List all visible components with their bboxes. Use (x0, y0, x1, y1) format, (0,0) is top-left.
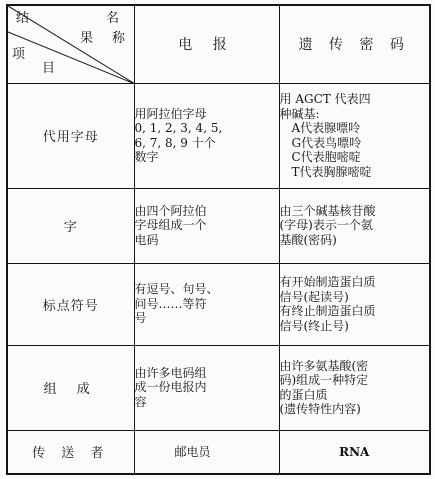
text-line: 成一份电报内 (134, 380, 207, 395)
text-line: 由许多氨基酸(密 (279, 358, 369, 373)
header-result-char-1: 结 (16, 11, 30, 26)
text-line: 电码 (134, 232, 159, 247)
table-header-row (7, 5, 430, 83)
table-row (7, 430, 430, 474)
table-row (7, 345, 430, 430)
diagonal-header-cell (7, 5, 134, 83)
header-name-char-2: 称 (112, 31, 126, 46)
row-label-composition: 组 成 (7, 345, 134, 430)
comparison-table (6, 4, 431, 475)
text-line: C代表胞嘧啶 (291, 150, 361, 164)
row-label-transmitter: 传 送 者 (7, 430, 134, 474)
genetic-code-cell (279, 263, 430, 345)
genetic-code-cell (279, 430, 430, 474)
genetic-code-cell (279, 188, 430, 263)
row-label-substitute-letters: 代用字母 (7, 83, 134, 188)
text-line: G代表鸟嘌呤 (291, 135, 362, 150)
text-line: 由许多电码组 (134, 365, 207, 380)
column-header-telegram: 电 报 (134, 5, 279, 83)
telegram-cell (134, 345, 279, 430)
header-item-char-2: 目 (42, 61, 56, 76)
telegram-cell (134, 188, 279, 263)
text-line: 有终止制造蛋白质 (279, 304, 376, 318)
text-line: 字母组成一个 (134, 218, 207, 233)
text-line: 问号……等符 (134, 296, 207, 311)
telegram-cell (134, 263, 279, 345)
text-line: 0, 1, 2, 3, 4, 5, (134, 121, 223, 135)
text-line: 有逗号、句号、 (134, 282, 219, 297)
text-line: 容 (134, 394, 147, 409)
header-result-char-2: 果 (80, 31, 94, 46)
text-line: 邮电员 (174, 444, 211, 459)
text-line: 用 AGCT 代表四 (279, 92, 371, 106)
text-line: 码)组成一种特定 (279, 373, 369, 387)
telegram-cell (134, 430, 279, 474)
text-line: 种碱基: (279, 106, 320, 121)
header-name-char-1: 名 (106, 11, 120, 26)
text-line: (字母)表示一个氨 (279, 218, 373, 233)
text-line: (遗传特性内容) (279, 402, 361, 416)
text-line: 6, 7, 8, 9 十个 (134, 135, 216, 150)
text-line: 由三个碱基核苷酸 (279, 203, 376, 218)
text-line: 号 (134, 311, 147, 326)
text-line: RNA (339, 444, 370, 459)
column-header-genetic-code: 遗 传 密 码 (279, 5, 430, 83)
table-row (7, 188, 430, 263)
table-row (7, 263, 430, 345)
telegram-cell (134, 83, 279, 188)
text-line: 的蛋白质 (279, 387, 328, 402)
text-line: T代表胸腺嘧啶 (291, 164, 372, 179)
row-label-word: 字 (7, 188, 134, 263)
text-line: 数字 (134, 150, 159, 164)
genetic-code-cell (279, 345, 430, 430)
text-line: A代表腺嘌呤 (291, 121, 361, 135)
text-line: 信号(终止号) (279, 318, 349, 333)
row-label-punctuation: 标点符号 (7, 263, 134, 345)
table-row (7, 83, 430, 188)
text-line: 有开始制造蛋白质 (279, 275, 376, 289)
text-line: 用阿拉伯字母 (134, 106, 207, 121)
header-item-char-1: 项 (12, 47, 26, 62)
text-line: 由四个阿拉伯 (134, 203, 207, 218)
text-line: 基酸(密码) (279, 232, 337, 247)
text-line: 信号(起读号) (279, 289, 349, 304)
genetic-code-cell (279, 83, 430, 188)
